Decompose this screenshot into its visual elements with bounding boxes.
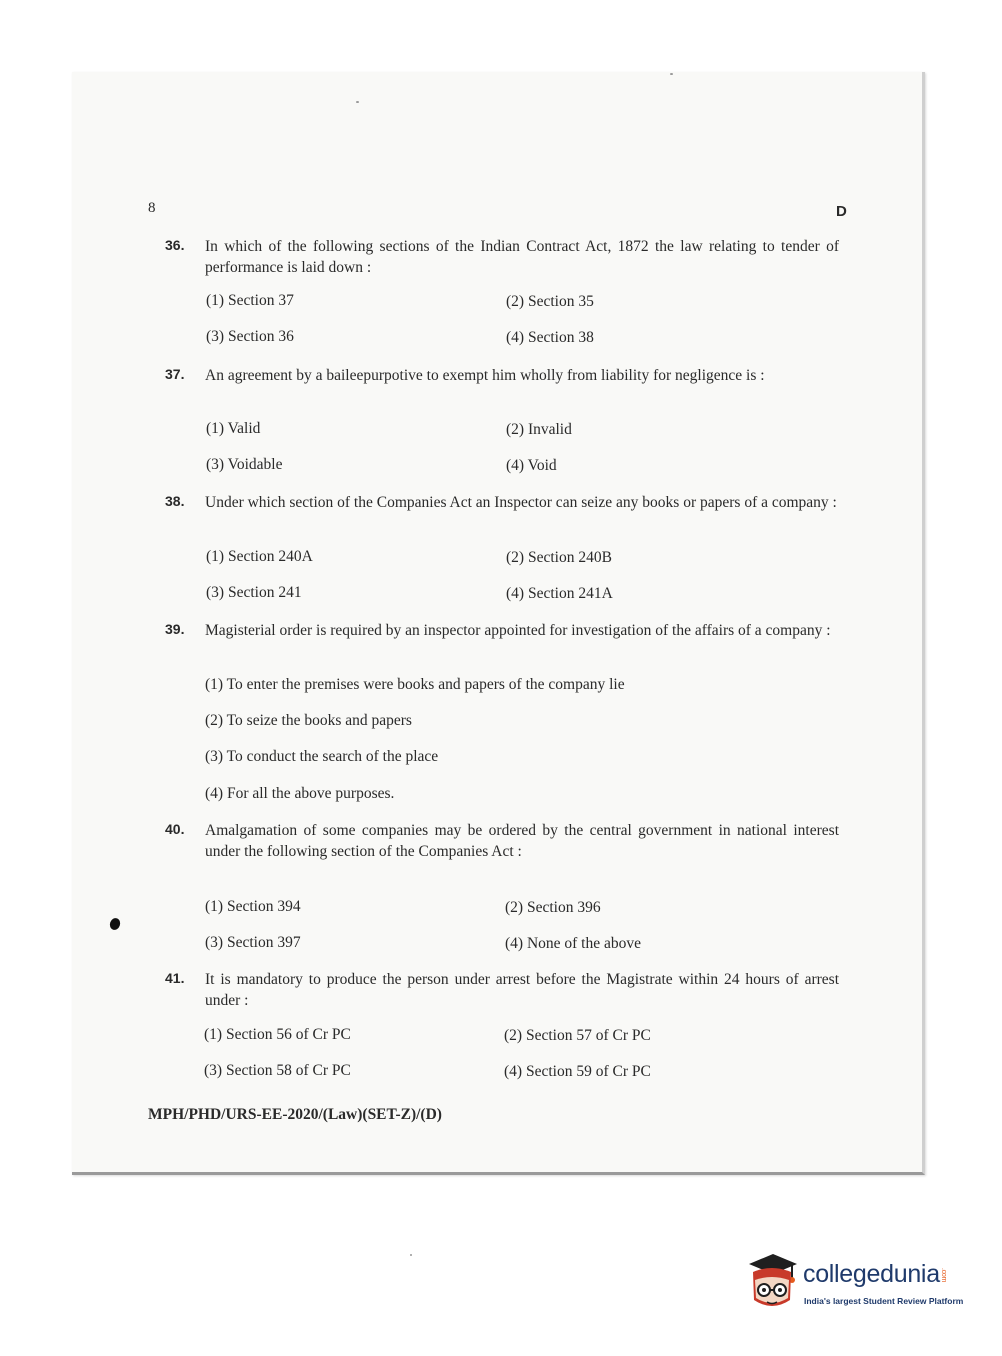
paper-code-footer: MPH/PHD/URS-EE-2020/(Law)(SET-Z)/(D) [148, 1106, 442, 1123]
question-number: 37. [165, 366, 185, 382]
option-2: (2) Section 396 [505, 899, 601, 916]
option-1: (1) Section 240A [206, 548, 313, 565]
option-2: (2) Invalid [506, 421, 572, 438]
page-number: 8 [148, 200, 156, 216]
brand-name [803, 1260, 947, 1289]
option-1: (1) Section 394 [205, 898, 301, 915]
question-text: It is mandatory to produce the person under arrest before the Magistrate within 24 hours of arrest under : [205, 971, 839, 1009]
option-1: (1) Valid [206, 420, 261, 437]
question-text: Under which section of the Companies Act an Inspector can seize any books or papers of a company : [205, 494, 837, 511]
option-3: (3) Section 397 [205, 934, 301, 951]
option-2: (2) To seize the books and papers [205, 712, 412, 729]
question-number: 36. [165, 237, 185, 253]
option-4: (4) Section 38 [506, 329, 594, 346]
option-4: (4) Void [506, 457, 557, 474]
brand-domain: .com [939, 1268, 947, 1283]
option-4: (4) None of the above [505, 935, 642, 952]
option-2: (2) Section 35 [506, 293, 594, 310]
option-2: (2) Section 57 of Cr PC [504, 1027, 651, 1044]
option-2: (2) Section 240B [506, 549, 612, 566]
question-text: An agreement by a baileepurpotive to exempt him wholly from liability for negligence is : [205, 367, 765, 384]
scan-speck [410, 1254, 412, 1256]
option-1: (1) Section 56 of Cr PC [204, 1026, 351, 1043]
question-number: 38. [165, 493, 185, 509]
option-1: (1) To enter the premises were books and papers of the company lie [205, 676, 625, 693]
set-code: D [836, 203, 847, 220]
scan-speck [670, 73, 673, 75]
option-3: (3) Section 58 of Cr PC [204, 1062, 351, 1079]
mascot-icon [743, 1250, 801, 1316]
brand-wordmark: collegedunia [803, 1260, 940, 1288]
question-text: In which of the following sections of the Indian Contract Act, 1872 the law relating to tender of performance is laid down : [205, 238, 839, 276]
brand-tagline: India's largest Student Review Platform [804, 1296, 964, 1306]
question-text: Magisterial order is required by an inspector appointed for investigation of the affairs of a company : [205, 622, 831, 639]
option-3: (3) Section 241 [206, 584, 302, 601]
option-4: (4) Section 241A [506, 585, 613, 602]
option-3: (3) Section 36 [206, 328, 294, 345]
scan-speck [356, 101, 359, 103]
question-number: 41. [165, 970, 185, 986]
option-1: (1) Section 37 [206, 292, 294, 309]
question-text: Amalgamation of some companies may be ordered by the central government in national interest under the following section of the Companies Act : [205, 822, 839, 860]
option-4: (4) For all the above purposes. [205, 785, 395, 802]
question-number: 40. [165, 821, 185, 837]
option-3: (3) Voidable [206, 456, 283, 473]
option-3: (3) To conduct the search of the place [205, 748, 439, 765]
option-4: (4) Section 59 of Cr PC [504, 1063, 651, 1080]
collegedunia-logo[interactable] [743, 1250, 973, 1320]
question-number: 39. [165, 621, 185, 637]
